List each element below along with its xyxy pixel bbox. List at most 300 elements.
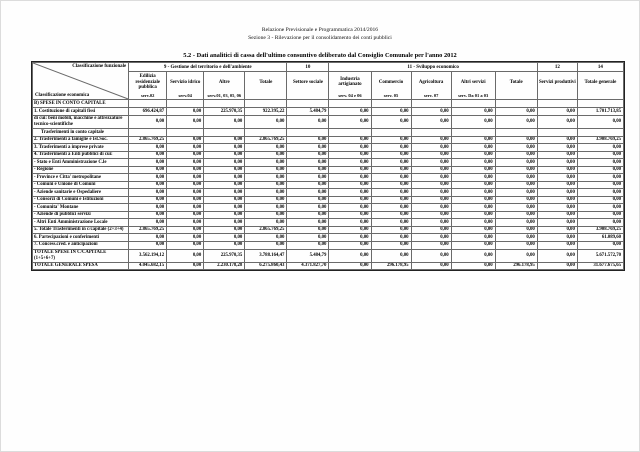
value-cell: 0,00: [245, 159, 287, 167]
column-header-11: [577, 72, 623, 100]
value-cell: 0,00: [451, 159, 495, 167]
value-cell: 0,00: [329, 234, 371, 242]
row-label: 7. Concess.cred. e anticipazioni: [33, 241, 129, 249]
value-cell: 0,00: [537, 226, 577, 234]
value-cell: 0,00: [129, 241, 167, 249]
value-cell: 0,00: [329, 249, 371, 262]
value-cell: 0,00: [451, 226, 495, 234]
value-cell: [245, 100, 287, 108]
value-cell: 0,00: [537, 249, 577, 262]
value-cell: 0,00: [245, 234, 287, 242]
value-cell: 5.484,79: [287, 249, 329, 262]
value-cell: 0,00: [167, 181, 204, 189]
value-cell: 225.970,35: [204, 249, 245, 262]
value-cell: 0,00: [167, 241, 204, 249]
value-cell: 0,00: [129, 204, 167, 212]
value-cell: [287, 100, 329, 108]
value-cell: 0,00: [495, 211, 537, 219]
value-cell: 0,00: [129, 166, 167, 174]
table-row: [33, 174, 624, 182]
column-name: Altri servizi: [460, 79, 486, 85]
value-cell: 0,00: [329, 181, 371, 189]
value-cell: 0,00: [371, 144, 411, 152]
value-cell: 0,00: [167, 166, 204, 174]
value-cell: 0,00: [129, 144, 167, 152]
value-cell: 0,00: [495, 234, 537, 242]
table-row: [33, 249, 624, 262]
column-header-0: [129, 72, 167, 100]
value-cell: 0,00: [537, 151, 577, 159]
value-cell: [245, 128, 287, 136]
value-cell: 0,00: [451, 211, 495, 219]
value-cell: 0,00: [245, 151, 287, 159]
value-cell: 0,00: [537, 219, 577, 227]
report-section: Sezione 3 - Rilevazione per il consolidamento dei conti pubblici: [248, 35, 392, 42]
value-cell: 0,00: [577, 144, 623, 152]
value-cell: 0,00: [577, 211, 623, 219]
value-cell: 0,00: [287, 241, 329, 249]
table-row: [33, 100, 624, 108]
value-cell: 0,00: [411, 166, 451, 174]
column-service-codes: [496, 92, 537, 99]
table-row: [33, 115, 624, 128]
document-header: [1, 1, 639, 42]
value-cell: 0,00: [451, 204, 495, 212]
value-cell: 0,00: [329, 174, 371, 182]
value-cell: 0,00: [245, 211, 287, 219]
value-cell: 0,00: [537, 234, 577, 242]
value-cell: 0,00: [245, 166, 287, 174]
value-cell: 0,00: [371, 234, 411, 242]
value-cell: 0,00: [204, 166, 245, 174]
value-cell: 0,00: [577, 241, 623, 249]
value-cell: 0,00: [371, 181, 411, 189]
value-cell: 0,00: [537, 108, 577, 116]
value-cell: 2.865.769,25: [129, 136, 167, 144]
table-row: [33, 241, 624, 249]
value-cell: 0,00: [167, 219, 204, 227]
row-label: - Consorzi di Comuni e Istituzioni: [33, 196, 129, 204]
column-service-codes: serv. Da 01 a 03: [458, 93, 489, 99]
corner-cell: [33, 63, 129, 100]
value-cell: 0,00: [287, 226, 329, 234]
table-row: [33, 234, 624, 242]
value-cell: 296.178,95: [495, 262, 537, 270]
group-header-1: 10: [287, 63, 329, 72]
table-row: [33, 166, 624, 174]
row-label: 1. Costituzione di capitali fissi: [33, 108, 129, 116]
value-cell: 0,00: [451, 262, 495, 270]
table-row: [33, 211, 624, 219]
value-cell: 0,00: [537, 136, 577, 144]
value-cell: 0,00: [411, 174, 451, 182]
value-cell: 0,00: [329, 159, 371, 167]
value-cell: 0,00: [371, 249, 411, 262]
row-label: 4. Trasferimenti a Enti pubblici di cui:: [33, 151, 129, 159]
value-cell: 0,00: [329, 144, 371, 152]
value-cell: 922.395,22: [245, 108, 287, 116]
corner-economic-label: Classificazione economica: [35, 93, 90, 99]
value-cell: 5.671.572,70: [577, 249, 623, 262]
column-header-1: [167, 72, 204, 100]
value-cell: 0,00: [495, 181, 537, 189]
column-name: Commercio: [378, 79, 404, 85]
value-cell: 0,00: [204, 219, 245, 227]
value-cell: 0,00: [329, 196, 371, 204]
value-cell: 0,00: [204, 159, 245, 167]
value-cell: 0,00: [371, 219, 411, 227]
column-name: Agricoltura: [418, 79, 444, 85]
value-cell: 2.230.178,28: [204, 262, 245, 270]
value-cell: [329, 100, 371, 108]
value-cell: 0,00: [204, 211, 245, 219]
value-cell: 0,00: [371, 241, 411, 249]
value-cell: [287, 128, 329, 136]
value-cell: 0,00: [537, 211, 577, 219]
value-cell: 0,00: [495, 226, 537, 234]
value-cell: 0,00: [451, 108, 495, 116]
value-cell: 0,00: [204, 181, 245, 189]
table-row: [33, 181, 624, 189]
table-row: [33, 219, 624, 227]
value-cell: 0,00: [245, 219, 287, 227]
value-cell: 0,00: [537, 189, 577, 197]
value-cell: 1.701.713,85: [577, 108, 623, 116]
value-cell: 0,00: [371, 211, 411, 219]
value-cell: 0,00: [495, 241, 537, 249]
row-label: - Comunita' Montane: [33, 204, 129, 212]
value-cell: 0,00: [129, 159, 167, 167]
value-cell: 0,00: [577, 219, 623, 227]
table-row: [33, 151, 624, 159]
value-cell: 0,00: [411, 189, 451, 197]
value-cell: 0,00: [245, 144, 287, 152]
column-header-6: [371, 72, 411, 100]
value-cell: 0,00: [495, 159, 537, 167]
value-cell: 0,00: [167, 262, 204, 270]
value-cell: 696.424,87: [129, 108, 167, 116]
group-header-3: 12: [537, 63, 577, 72]
value-cell: 0,00: [371, 136, 411, 144]
value-cell: 0,00: [287, 151, 329, 159]
row-label: - Altri Enti Amministrazione Locale: [33, 219, 129, 227]
value-cell: 0,00: [245, 241, 287, 249]
value-cell: 0,00: [329, 136, 371, 144]
value-cell: 0,00: [245, 189, 287, 197]
table-row: [33, 128, 624, 136]
column-service-codes: [287, 92, 328, 99]
value-cell: 0,00: [451, 189, 495, 197]
value-cell: 0,00: [204, 196, 245, 204]
column-name: Servizio idrico: [170, 79, 201, 85]
value-cell: 0,00: [537, 174, 577, 182]
value-cell: 225.970,35: [204, 108, 245, 116]
value-cell: 0,00: [129, 196, 167, 204]
value-cell: 0,00: [204, 241, 245, 249]
value-cell: 0,00: [129, 219, 167, 227]
value-cell: 0,00: [537, 115, 577, 128]
value-cell: 0,00: [495, 204, 537, 212]
value-cell: 0,00: [167, 151, 204, 159]
group-header-4: 14: [577, 63, 623, 72]
value-cell: 0,00: [167, 196, 204, 204]
value-cell: [329, 128, 371, 136]
value-cell: [129, 100, 167, 108]
value-cell: 0,00: [204, 189, 245, 197]
value-cell: 0,00: [129, 115, 167, 128]
value-cell: 0,00: [371, 115, 411, 128]
value-cell: 0,00: [411, 108, 451, 116]
column-header-9: [495, 72, 537, 100]
value-cell: 0,00: [371, 151, 411, 159]
value-cell: [167, 100, 204, 108]
group-header-0: 9 - Gestione del territorio e dell'ambiente: [129, 63, 287, 72]
value-cell: [167, 128, 204, 136]
column-name: Totale generale: [584, 79, 617, 85]
table-row: [33, 108, 624, 116]
value-cell: 0,00: [495, 166, 537, 174]
value-cell: 0,00: [371, 174, 411, 182]
value-cell: 0,00: [204, 226, 245, 234]
corner-functional-label: Classificazione funzionale: [72, 64, 127, 70]
value-cell: [411, 100, 451, 108]
value-cell: 4.371.827,70: [287, 262, 329, 270]
row-label: di cui: beni mobili, macchine e attrezzature tecnico-scientifiche: [33, 115, 129, 128]
value-cell: 0,00: [329, 108, 371, 116]
value-cell: 0,00: [411, 159, 451, 167]
value-cell: 0,00: [371, 196, 411, 204]
row-label: TOTALE SPESE IN C/CAPITALE (1+5+6+7): [33, 249, 129, 262]
value-cell: 0,00: [287, 144, 329, 152]
value-cell: 0,00: [204, 115, 245, 128]
value-cell: 0,00: [451, 151, 495, 159]
value-cell: 0,00: [167, 226, 204, 234]
value-cell: 31.677.675,65: [577, 262, 623, 270]
value-cell: 0,00: [411, 219, 451, 227]
value-cell: 0,00: [287, 189, 329, 197]
value-cell: [537, 128, 577, 136]
value-cell: 0,00: [167, 159, 204, 167]
column-header-3: [245, 72, 287, 100]
table-row: [33, 189, 624, 197]
group-header-2: 11 - Sviluppo economico: [329, 63, 537, 72]
value-cell: 0,00: [287, 181, 329, 189]
value-cell: [371, 100, 411, 108]
value-cell: 0,00: [167, 108, 204, 116]
value-cell: 0,00: [411, 249, 451, 262]
value-cell: 0,00: [245, 181, 287, 189]
row-label: Trasferimenti in conto capitale: [33, 128, 129, 136]
page-title: 5.2 - Dati analitici di cassa dell'ultimo consuntivo deliberato dal Consiglio Comunale per l'anno 2012: [183, 52, 457, 60]
value-cell: 0,00: [451, 234, 495, 242]
column-service-codes: serv. 07: [423, 93, 439, 99]
value-cell: 0,00: [167, 234, 204, 242]
column-name: Totale: [509, 79, 523, 85]
value-cell: 0,00: [411, 211, 451, 219]
value-cell: 0,00: [537, 262, 577, 270]
value-cell: 0,00: [204, 136, 245, 144]
column-name: Totale: [259, 79, 273, 85]
value-cell: 0,00: [451, 241, 495, 249]
column-header-4: [287, 72, 329, 100]
value-cell: 0,00: [577, 189, 623, 197]
value-cell: 0,00: [287, 211, 329, 219]
value-cell: 0,00: [245, 115, 287, 128]
value-cell: 0,00: [167, 211, 204, 219]
value-cell: [451, 128, 495, 136]
value-cell: 0,00: [411, 196, 451, 204]
value-cell: 0,00: [411, 115, 451, 128]
value-cell: 0,00: [411, 144, 451, 152]
value-cell: 0,00: [451, 174, 495, 182]
value-cell: 0,00: [411, 204, 451, 212]
value-cell: [537, 100, 577, 108]
value-cell: [411, 128, 451, 136]
value-cell: 0,00: [495, 115, 537, 128]
value-cell: 0,00: [129, 234, 167, 242]
value-cell: 0,00: [329, 219, 371, 227]
value-cell: 0,00: [167, 174, 204, 182]
report-name: Relazione Previsionale e Programmatica 2014/2016: [261, 27, 379, 33]
value-cell: 0,00: [329, 262, 371, 270]
value-cell: 61.089,60: [577, 234, 623, 242]
value-cell: 0,00: [411, 234, 451, 242]
value-cell: 0,00: [287, 219, 329, 227]
value-cell: 0,00: [287, 136, 329, 144]
column-name: Edilizia residenziale pubblica: [135, 74, 160, 90]
value-cell: 0,00: [371, 226, 411, 234]
value-cell: 0,00: [495, 108, 537, 116]
value-cell: [495, 128, 537, 136]
column-service-codes: [245, 92, 286, 99]
value-cell: [495, 100, 537, 108]
value-cell: 0,00: [167, 189, 204, 197]
value-cell: 0,00: [204, 204, 245, 212]
column-service-codes: serv.04: [178, 93, 192, 99]
value-cell: 0,00: [451, 181, 495, 189]
value-cell: 0,00: [537, 166, 577, 174]
value-cell: 0,00: [167, 249, 204, 262]
value-cell: 0,00: [495, 136, 537, 144]
value-cell: 0,00: [577, 174, 623, 182]
row-label: 3. Trasferimenti a imprese private: [33, 144, 129, 152]
value-cell: 0,00: [537, 196, 577, 204]
value-cell: 0,00: [129, 181, 167, 189]
value-cell: 0,00: [577, 151, 623, 159]
value-cell: 0,00: [577, 115, 623, 128]
column-service-codes: serv.02: [140, 93, 155, 99]
value-cell: 0,00: [204, 174, 245, 182]
column-header-7: [411, 72, 451, 100]
value-cell: 0,00: [329, 204, 371, 212]
value-cell: 0,00: [451, 136, 495, 144]
value-cell: 0,00: [577, 196, 623, 204]
value-cell: 0,00: [329, 115, 371, 128]
budget-table: [32, 62, 624, 270]
column-header-5: [329, 72, 371, 100]
row-label: - Regione: [33, 166, 129, 174]
value-cell: 4.045.682,15: [129, 262, 167, 270]
value-cell: [577, 128, 623, 136]
table-row: [33, 204, 624, 212]
value-cell: 0,00: [204, 234, 245, 242]
value-cell: 6.275.860,43: [245, 262, 287, 270]
value-cell: 0,00: [245, 196, 287, 204]
value-cell: 0,00: [329, 241, 371, 249]
value-cell: 0,00: [204, 151, 245, 159]
value-cell: 0,00: [287, 234, 329, 242]
column-service-codes: serv.01, 03, 05, 06: [207, 93, 242, 99]
value-cell: 0,00: [287, 166, 329, 174]
table-row: [33, 226, 624, 234]
value-cell: 0,00: [411, 226, 451, 234]
value-cell: [204, 128, 245, 136]
column-service-codes: [538, 92, 577, 99]
value-cell: 0,00: [129, 211, 167, 219]
value-cell: 3.908.769,25: [577, 136, 623, 144]
value-cell: 0,00: [577, 159, 623, 167]
value-cell: [577, 100, 623, 108]
value-cell: 0,00: [411, 151, 451, 159]
value-cell: 0,00: [537, 181, 577, 189]
value-cell: 3.908.769,25: [577, 226, 623, 234]
column-name: Altre: [218, 79, 230, 85]
value-cell: 0,00: [411, 241, 451, 249]
value-cell: 2.865.769,25: [245, 226, 287, 234]
value-cell: 0,00: [129, 151, 167, 159]
value-cell: [371, 128, 411, 136]
value-cell: 2.865.769,25: [245, 136, 287, 144]
column-service-codes: serv. 04 e 06: [338, 93, 362, 99]
value-cell: 0,00: [329, 151, 371, 159]
value-cell: 0,00: [129, 189, 167, 197]
value-cell: 0,00: [495, 219, 537, 227]
row-label: - Comuni e Unione di Comuni: [33, 181, 129, 189]
value-cell: 0,00: [495, 144, 537, 152]
value-cell: 0,00: [451, 219, 495, 227]
value-cell: 0,00: [495, 174, 537, 182]
table-row: [33, 159, 624, 167]
value-cell: 0,00: [537, 204, 577, 212]
column-name: Servizi produttivi: [538, 79, 576, 85]
value-cell: 0,00: [451, 166, 495, 174]
value-cell: 0,00: [329, 189, 371, 197]
value-cell: 2.865.769,25: [129, 226, 167, 234]
table-group-header-row: [33, 63, 624, 72]
row-label: 5. Totale Trasferimenti in c/capitale (2+3+4): [33, 226, 129, 234]
column-header-2: [204, 72, 245, 100]
value-cell: 0,00: [167, 136, 204, 144]
column-header-10: [537, 72, 577, 100]
value-cell: 0,00: [411, 136, 451, 144]
value-cell: 0,00: [537, 241, 577, 249]
value-cell: [451, 100, 495, 108]
row-label: B) SPESE IN CONTO CAPITALE: [33, 100, 129, 108]
value-cell: 3.562.194,12: [129, 249, 167, 262]
row-label: - Stato e Enti Amministrazione C.le: [33, 159, 129, 167]
column-name: Industria artigianato: [338, 76, 362, 88]
value-cell: 5.484,79: [287, 108, 329, 116]
value-cell: 0,00: [287, 196, 329, 204]
value-cell: 0,00: [371, 189, 411, 197]
value-cell: 0,00: [411, 262, 451, 270]
value-cell: 0,00: [167, 115, 204, 128]
value-cell: 0,00: [495, 249, 537, 262]
value-cell: [129, 128, 167, 136]
value-cell: 0,00: [167, 144, 204, 152]
value-cell: 0,00: [204, 144, 245, 152]
table-row: [33, 262, 624, 270]
